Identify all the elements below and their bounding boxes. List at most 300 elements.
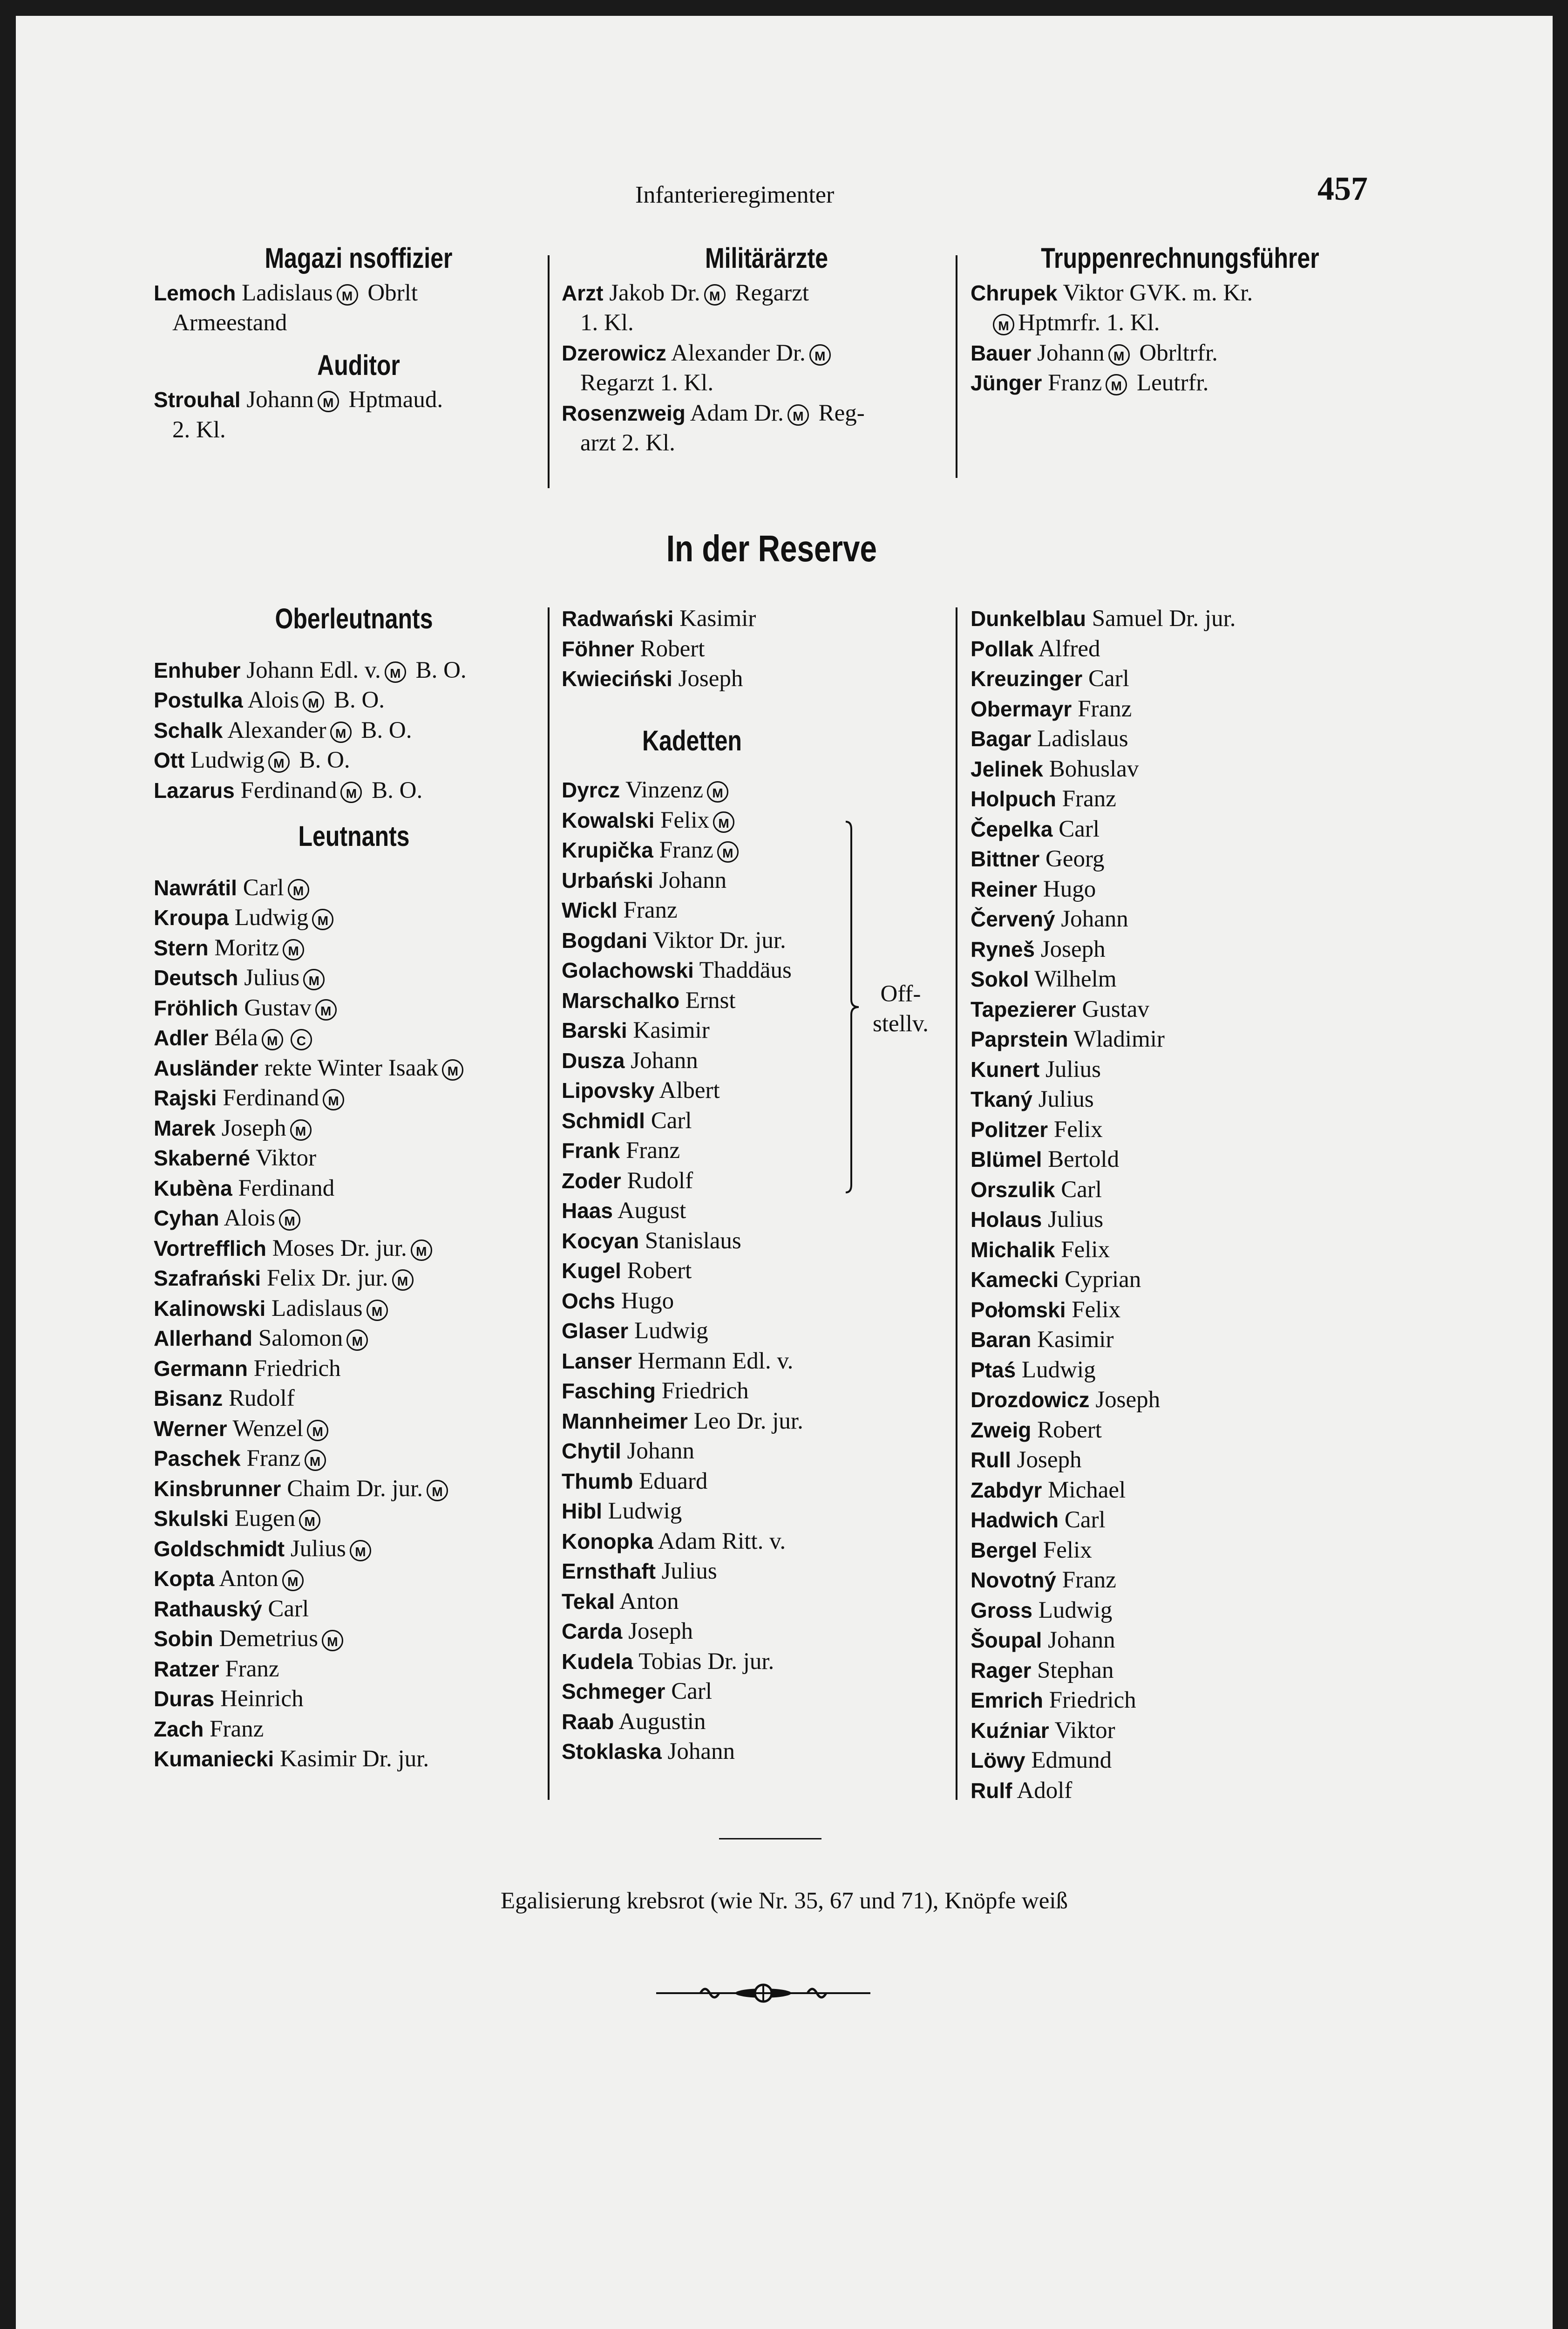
surname: Hadwich: [971, 1508, 1059, 1532]
roster-entry: [562, 1106, 962, 1136]
surname: Kudela: [562, 1649, 633, 1674]
roster-entry: [562, 664, 962, 694]
given-name: Adam Ritt. v.: [658, 1528, 786, 1554]
surname: Baran: [971, 1328, 1032, 1352]
surname: Ochs: [562, 1288, 616, 1313]
document-page: [16, 16, 1553, 2329]
roster-entry: [971, 278, 1390, 308]
roster-entry: [154, 993, 554, 1023]
entry-list: [154, 873, 554, 1774]
military-merit-cross-icon: M: [288, 879, 309, 900]
section-heading: Leutnants: [298, 820, 410, 852]
rank-continuation: Armeestand: [172, 310, 287, 336]
entry-list: [971, 278, 1390, 398]
given-name: Kasimir: [679, 606, 756, 632]
section-heading: Truppenrechnungsführer: [1041, 242, 1319, 274]
roster-entry: [562, 1226, 962, 1256]
military-merit-cross-icon: M: [809, 344, 831, 366]
given-name: Franz: [1048, 370, 1102, 396]
given-name: Franz: [626, 1137, 680, 1164]
surname: Rull: [971, 1448, 1011, 1472]
roster-entry: [154, 1113, 554, 1144]
roster-entry: [562, 1256, 962, 1286]
given-name: Wenzel: [232, 1415, 304, 1442]
surname: Fröhlich: [154, 995, 238, 1020]
column-divider: [548, 607, 550, 1800]
section-heading: Oberleutnants: [275, 603, 433, 634]
roster-entry: [971, 1295, 1390, 1325]
surname: Zweig: [971, 1417, 1032, 1442]
roster-entry: [154, 1624, 554, 1654]
roster-entry: [971, 1595, 1390, 1626]
roster-entry: [562, 1436, 962, 1466]
rank: Regarzt: [735, 279, 809, 306]
roster-entry: [154, 1654, 554, 1684]
given-name: Ladislaus: [242, 279, 333, 306]
given-name: Julius: [661, 1558, 717, 1584]
given-name: Ludwig: [608, 1498, 682, 1524]
given-name: Robert: [1037, 1416, 1102, 1443]
roster-entry: [971, 1685, 1390, 1716]
surname: Kunert: [971, 1057, 1040, 1082]
given-name: Ladislaus: [1037, 726, 1128, 752]
rank-continuation: 2. Kl.: [172, 416, 226, 443]
surname: Rager: [971, 1658, 1032, 1682]
roster-entry: [562, 1616, 962, 1647]
given-name: Rudolf: [627, 1167, 693, 1194]
surname: Bogdani: [562, 928, 647, 953]
given-name: Julius: [290, 1535, 346, 1562]
surname: Thumb: [562, 1469, 633, 1493]
surname: Stern: [154, 935, 209, 960]
entry-list: [562, 604, 962, 694]
surname: Kroupa: [154, 906, 229, 930]
top-col-1: [154, 243, 563, 445]
surname: Holaus: [971, 1207, 1042, 1232]
entry-list: [154, 278, 563, 338]
surname: Šoupal: [971, 1628, 1042, 1652]
roster-entry: [971, 1235, 1390, 1265]
military-merit-cross-icon: M: [392, 1269, 414, 1291]
roster-entry: [562, 835, 962, 865]
top-col-3: [971, 243, 1390, 398]
surname: Haas: [562, 1199, 613, 1223]
rank: Hptmaud.: [348, 387, 443, 413]
roster-entry: [971, 604, 1390, 634]
military-merit-cross-icon: M: [279, 1209, 300, 1231]
given-name: Moritz: [214, 934, 279, 961]
surname: Radwański: [562, 606, 674, 631]
military-merit-cross-icon: M: [268, 751, 290, 773]
rank: Leutrfr.: [1137, 370, 1209, 396]
military-merit-cross-icon: M: [713, 811, 734, 833]
military-merit-cross-icon: M: [305, 1450, 326, 1471]
roster-entry: [154, 1714, 554, 1744]
given-name: Alois: [224, 1205, 276, 1231]
roster-entry: [971, 1325, 1390, 1355]
roster-entry: [562, 1707, 962, 1737]
given-name: Franz: [1062, 786, 1116, 812]
surname: Konopka: [562, 1529, 653, 1553]
roster-entry: [562, 1076, 962, 1106]
surname: Kugel: [562, 1259, 621, 1283]
military-merit-cross-icon: M: [312, 909, 333, 930]
given-name: Johann: [246, 387, 314, 413]
roster-entry: [562, 338, 971, 368]
given-name: Joseph: [628, 1618, 693, 1644]
surname: Bisanz: [154, 1386, 223, 1410]
surname: Golachowski: [562, 958, 694, 982]
roster-entry: [154, 655, 554, 686]
reserve-col-2: [562, 604, 962, 1767]
column-divider: [956, 255, 957, 478]
surname: Skaberné: [154, 1146, 251, 1170]
surname: Paschek: [154, 1446, 241, 1471]
roster-entry: [154, 278, 563, 308]
section-heading: Magazi nsoffizier: [265, 242, 453, 274]
given-name: Felix: [1053, 1116, 1103, 1143]
given-name: Moses Dr. jur.: [272, 1235, 407, 1261]
roster-entry: [971, 664, 1390, 694]
surname: Bergel: [971, 1538, 1038, 1562]
surname: Zabdyr: [971, 1478, 1042, 1502]
roster-entry: [562, 634, 962, 664]
given-name: Joseph: [678, 666, 743, 692]
rank-continuation: 1. Kl.: [580, 310, 634, 336]
roster-entry: [154, 1143, 554, 1173]
surname: Čepelka: [971, 817, 1053, 841]
given-name: Felix Dr. jur.: [266, 1265, 388, 1291]
roster-entry: [154, 963, 554, 993]
roster-entry-continuation: [562, 368, 971, 398]
given-name: Wladimir: [1073, 1026, 1165, 1052]
roster-entry: [562, 805, 962, 836]
military-merit-cross-icon: M: [427, 1480, 448, 1501]
military-merit-cross-icon: M: [1106, 374, 1127, 395]
roster-entry: [154, 1564, 554, 1594]
given-name: Felix: [660, 807, 710, 833]
given-name: Joseph: [221, 1115, 286, 1141]
surname: Sobin: [154, 1627, 213, 1651]
surname: Ryneš: [971, 937, 1035, 961]
given-name: Franz: [246, 1445, 301, 1471]
military-merit-cross-icon: M: [442, 1059, 463, 1081]
roster-entry: [562, 1496, 962, 1526]
roster-entry: [154, 1083, 554, 1113]
roster-entry: [971, 1776, 1390, 1806]
military-merit-cross-icon: M: [283, 939, 304, 960]
surname: Arzt: [562, 280, 604, 305]
given-name: Franz: [210, 1716, 264, 1742]
surname: Kreuzinger: [971, 667, 1083, 691]
given-name: Cyprian: [1064, 1267, 1141, 1293]
military-merit-cross-icon: M: [411, 1239, 432, 1261]
roster-entry: [971, 1265, 1390, 1295]
reserve-col-3: [971, 604, 1390, 1805]
roster-entry: [562, 1286, 962, 1316]
rank: B. O.: [361, 717, 412, 743]
surname: Frank: [562, 1138, 620, 1163]
given-name: rekte Winter Isaak: [264, 1055, 439, 1081]
surname: Glaser: [562, 1319, 629, 1343]
military-merit-cross-icon: M: [323, 1089, 344, 1110]
roster-entry: [562, 1556, 962, 1587]
roster-entry: [562, 1346, 962, 1376]
surname: Lipovsky: [562, 1078, 655, 1103]
surname: Jelinek: [971, 756, 1043, 781]
roster-entry: [971, 784, 1390, 814]
surname: Ott: [154, 748, 185, 772]
rank: Obrltrfr.: [1139, 340, 1218, 366]
roster-entry: [971, 1144, 1390, 1175]
surname: Dunkelblau: [971, 606, 1086, 631]
rank: B. O.: [415, 657, 467, 683]
given-name: Friedrich: [253, 1355, 341, 1382]
separator-rule: [719, 1838, 821, 1839]
rank: Reg-: [818, 400, 865, 426]
roster-entry: [971, 754, 1390, 784]
given-name: Ferdinand: [223, 1085, 319, 1111]
surname: Ausländer: [154, 1056, 258, 1080]
surname: Rulf: [971, 1778, 1012, 1803]
given-name: Julius: [1038, 1086, 1094, 1112]
given-name: Adam Dr.: [690, 400, 784, 426]
entry-list: [562, 775, 962, 1166]
military-merit-cross-icon: M: [318, 391, 339, 412]
bracket-note-line-1: Off-: [880, 981, 921, 1007]
running-title: Infanterieregimenter: [635, 182, 835, 208]
surname: Barski: [562, 1018, 627, 1042]
surname: Blümel: [971, 1147, 1042, 1171]
roster-entry-continuation: [562, 308, 971, 338]
roster-entry: [154, 1594, 554, 1624]
surname: Hibl: [562, 1499, 602, 1523]
surname: Rathauský: [154, 1596, 262, 1621]
reserve-title: In der Reserve: [666, 528, 877, 569]
military-merit-cross-icon: M: [337, 284, 358, 306]
roster-entry: [971, 964, 1390, 994]
given-name: Stanislaus: [645, 1227, 741, 1254]
roster-entry: [154, 1504, 554, 1534]
given-name: Hermann Edl. v.: [638, 1348, 794, 1374]
given-name: Felix: [1043, 1537, 1092, 1563]
surname: Kuźniar: [971, 1718, 1049, 1743]
given-name: Anton: [219, 1566, 278, 1592]
roster-entry: [562, 1466, 962, 1497]
rank-continuation: arzt 2. Kl.: [580, 430, 675, 456]
roster-entry: [971, 368, 1390, 398]
given-name: Alois: [247, 687, 299, 713]
roster-entry: [154, 1474, 554, 1504]
military-merit-cross-icon: M: [704, 284, 726, 306]
surname: Vortrefflich: [154, 1236, 266, 1260]
given-name: Ludwig: [1038, 1597, 1113, 1623]
surname: Krupička: [562, 838, 653, 862]
surname: Zoder: [562, 1168, 621, 1193]
surname: Schalk: [154, 718, 223, 742]
surname: Drozdowicz: [971, 1388, 1090, 1412]
roster-entry: [154, 715, 554, 746]
military-merit-cross-icon: M: [315, 999, 337, 1021]
given-name: Bohuslav: [1049, 756, 1139, 782]
page-number: 457: [1317, 170, 1368, 207]
given-name: Augustin: [618, 1708, 706, 1735]
given-name: Salomon: [258, 1325, 343, 1351]
given-name: Alfred: [1038, 635, 1100, 662]
roster-entry: [971, 1535, 1390, 1566]
surname: Ernsthaft: [562, 1559, 656, 1583]
military-merit-cross-icon: M: [282, 1570, 304, 1591]
entry-list: [154, 655, 554, 806]
surname: Postulka: [154, 688, 243, 712]
roster-entry: [562, 1136, 962, 1166]
surname: Dusza: [562, 1048, 625, 1073]
military-merit-cross-icon: M: [787, 404, 809, 426]
reserve-col-1: [154, 604, 554, 1774]
surname: Löwy: [971, 1748, 1025, 1772]
surname: Ptaś: [971, 1357, 1016, 1382]
surname: Novotný: [971, 1568, 1056, 1592]
given-name: Chaim Dr. jur.: [287, 1475, 423, 1502]
given-name: Franz: [659, 837, 713, 863]
roster-entry: [154, 685, 554, 715]
surname: Schmeger: [562, 1679, 665, 1703]
roster-entry: [971, 1415, 1390, 1445]
roster-entry: [562, 398, 971, 429]
roster-entry: [154, 1263, 554, 1294]
given-name: Wilhelm: [1034, 966, 1117, 992]
surname: Kamecki: [971, 1267, 1059, 1292]
roster-entry: [971, 1745, 1390, 1776]
given-name: Viktor Dr. jur.: [652, 927, 786, 953]
given-name: Julius: [1048, 1206, 1104, 1233]
roster-entry: [971, 1565, 1390, 1595]
surname: Szafrański: [154, 1266, 261, 1290]
surname: Schmidl: [562, 1108, 645, 1133]
surname: Stoklaska: [562, 1739, 662, 1764]
roster-entry: [971, 1625, 1390, 1655]
entry-list: [562, 1166, 962, 1767]
given-name: Leo Dr. jur.: [693, 1408, 803, 1434]
surname: Sokol: [971, 967, 1029, 991]
roster-entry: [154, 385, 563, 415]
military-merit-cross-icon: M: [717, 841, 739, 863]
given-name: Felix: [1061, 1236, 1110, 1263]
entry-list: [562, 278, 971, 458]
bracket-note-line-2: stellv.: [873, 1011, 929, 1037]
given-name: Samuel Dr. jur.: [1092, 606, 1236, 632]
surname: Chytil: [562, 1439, 621, 1463]
given-name: Rudolf: [229, 1385, 295, 1411]
surname: Rajski: [154, 1086, 217, 1110]
given-name: Johann Edl. v.: [246, 657, 381, 683]
roster-entry: [562, 1737, 962, 1767]
roster-entry: [562, 1406, 962, 1437]
surname: Obermayr: [971, 696, 1072, 721]
surname: Paprstein: [971, 1027, 1068, 1051]
roster-entry: [154, 1414, 554, 1444]
roster-entry: [154, 1294, 554, 1324]
entry-list: [154, 385, 563, 445]
surname: Dyrcz: [562, 778, 620, 802]
surname: Bittner: [971, 847, 1040, 871]
roster-entry: [154, 776, 554, 806]
surname: Kinsbrunner: [154, 1476, 281, 1501]
military-merit-cross-icon: M: [307, 1420, 328, 1441]
military-merit-cross-icon: M: [350, 1540, 371, 1561]
surname: Werner: [154, 1416, 227, 1441]
given-name: Ludwig: [234, 905, 309, 931]
ornament-divider-icon: [656, 1979, 870, 2007]
surname: Bauer: [971, 340, 1032, 365]
given-name: August: [617, 1198, 686, 1224]
roster-entry: [562, 775, 962, 805]
surname: Cyhan: [154, 1206, 219, 1230]
rank-continuation: Hptmrfr. 1. Kl.: [1018, 310, 1160, 336]
roster-entry-continuation: [154, 415, 563, 445]
roster-entry: [562, 1676, 962, 1707]
roster-entry: [971, 934, 1390, 965]
roster-entry-continuation: [562, 428, 971, 458]
surname: Kocyan: [562, 1228, 639, 1253]
surname: Bagar: [971, 727, 1032, 751]
surname: Strouhal: [154, 388, 241, 412]
military-merit-cross-icon: M: [322, 1630, 343, 1651]
surname: Kwieciński: [562, 667, 672, 691]
given-name: Stephan: [1037, 1657, 1114, 1683]
surname: Ratzer: [154, 1656, 219, 1681]
given-name: Ferdinand: [240, 777, 337, 804]
given-name: Ferdinand: [238, 1175, 335, 1201]
surname: Rosenzweig: [562, 401, 686, 425]
surname: Gross: [971, 1598, 1032, 1622]
given-name: Anton: [619, 1588, 679, 1614]
roster-entry: [562, 1376, 962, 1406]
roster-entry: [971, 1205, 1390, 1235]
roster-entry: [562, 1647, 962, 1677]
surname: Wickl: [562, 898, 618, 922]
roster-entry: [154, 1173, 554, 1204]
roster-entry: [971, 1655, 1390, 1686]
surname: Politzer: [971, 1117, 1048, 1142]
surname: Kubèna: [154, 1176, 232, 1200]
surname: Allerhand: [154, 1326, 253, 1350]
given-name: Jakob Dr.: [609, 279, 700, 306]
roster-entry: [971, 1445, 1390, 1475]
column-divider: [548, 255, 550, 488]
surname: Nawrátil: [154, 875, 237, 900]
given-name: Carl: [1061, 1176, 1102, 1203]
given-name: Edmund: [1031, 1747, 1112, 1773]
surname: Dzerowicz: [562, 340, 666, 365]
roster-entry: [154, 1354, 554, 1384]
roster-entry: [154, 1744, 554, 1774]
surname: Kumaniecki: [154, 1747, 274, 1771]
footer-note: Egalisierung krebsrot (wie Nr. 35, 67 und 71), Knöpfe weiß: [500, 1888, 1068, 1914]
roster-entry: [154, 1534, 554, 1564]
given-name: Viktor: [1054, 1717, 1115, 1743]
given-name: Felix: [1072, 1296, 1121, 1323]
given-name: Carl: [651, 1107, 692, 1134]
section-heading: Kadetten: [642, 724, 742, 756]
given-name: Franz: [1078, 695, 1132, 722]
surname: Pollak: [971, 636, 1034, 661]
given-name: Franz: [225, 1655, 279, 1682]
given-name: Ludwig: [634, 1318, 708, 1344]
given-name: Joseph: [1040, 936, 1106, 962]
roster-entry: [154, 1203, 554, 1233]
military-merit-cross-icon: M: [290, 1119, 312, 1141]
